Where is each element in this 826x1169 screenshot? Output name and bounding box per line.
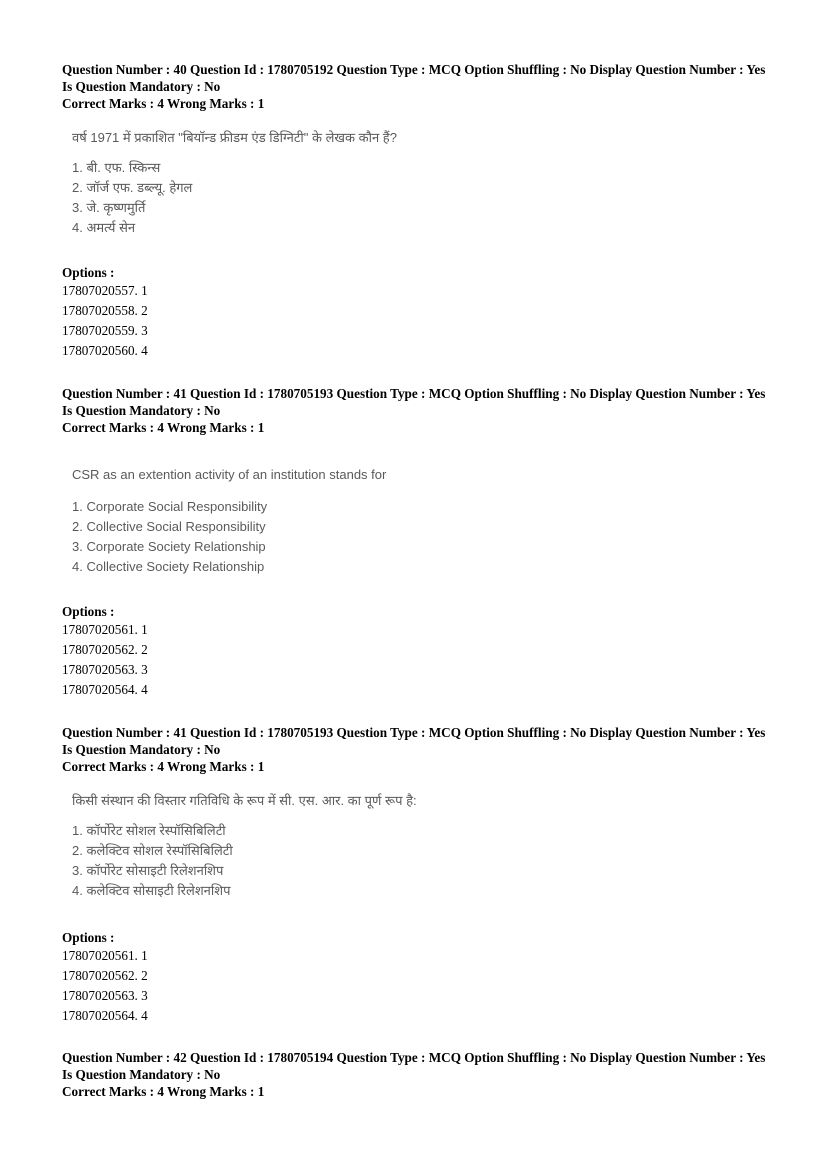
- mandatory-line: Is Question Mandatory : No: [62, 79, 221, 94]
- question-image: [72, 128, 397, 238]
- choice-item: 2. जॉर्ज एफ. डब्ल्यू. हेगल: [72, 180, 193, 195]
- question-block-40: [62, 61, 782, 358]
- choice-item: 4. अमर्त्य सेन: [72, 220, 136, 235]
- choice-item: 4. Collective Society Relationship: [72, 559, 265, 574]
- question-meta: [62, 385, 782, 436]
- option-row: 17807020562. 2: [62, 968, 148, 983]
- choice-item: 1. कॉर्पोरेट सोशल रेस्पॉसिबिलिटी: [72, 823, 226, 838]
- mandatory-line: Is Question Mandatory : No: [62, 403, 221, 418]
- choice-item: 3. जे. कृष्णमुर्ति: [72, 200, 146, 215]
- choice-item: 3. कॉर्पोरेट सोसाइटी रिलेशनशिप: [72, 863, 224, 878]
- question-meta: [62, 61, 782, 112]
- marks-line: Correct Marks : 4 Wrong Marks : 1: [62, 759, 265, 774]
- options-label: Options :: [62, 265, 115, 280]
- option-row: 17807020564. 4: [62, 682, 148, 697]
- mandatory-line: Is Question Mandatory : No: [62, 742, 221, 757]
- question-header: Question Number : 40 Question Id : 1780705192 Question Type : MCQ Option Shuffling : No Display Question Number : Yes: [62, 62, 766, 77]
- options-section: [62, 264, 148, 361]
- marks-line: Correct Marks : 4 Wrong Marks : 1: [62, 420, 265, 435]
- option-row: 17807020564. 4: [62, 1008, 148, 1023]
- choice-list: [72, 497, 386, 577]
- choice-item: 2. Collective Social Responsibility: [72, 519, 266, 534]
- option-row: 17807020562. 2: [62, 642, 148, 657]
- option-row: 17807020557. 1: [62, 283, 148, 298]
- question-header: Question Number : 42 Question Id : 1780705194 Question Type : MCQ Option Shuffling : No Display Question Number : Yes: [62, 1050, 766, 1065]
- marks-line: Correct Marks : 4 Wrong Marks : 1: [62, 96, 265, 111]
- mandatory-line: Is Question Mandatory : No: [62, 1067, 221, 1082]
- option-row: 17807020560. 4: [62, 343, 148, 358]
- choice-item: 1. Corporate Social Responsibility: [72, 499, 268, 514]
- option-row: 17807020561. 1: [62, 948, 148, 963]
- options-section: [62, 603, 148, 700]
- choice-item: 4. कलेक्टिव सोसाइटी रिलेशनशिप: [72, 883, 231, 898]
- choice-item: 3. Corporate Society Relationship: [72, 539, 266, 554]
- option-row: 17807020563. 3: [62, 988, 148, 1003]
- option-row: 17807020558. 2: [62, 303, 148, 318]
- question-block-41-en: [62, 385, 782, 697]
- question-header: Question Number : 41 Question Id : 1780705193 Question Type : MCQ Option Shuffling : No Display Question Number : Yes: [62, 386, 766, 401]
- option-row: 17807020561. 1: [62, 622, 148, 637]
- question-header: Question Number : 41 Question Id : 1780705193 Question Type : MCQ Option Shuffling : No Display Question Number : Yes: [62, 725, 766, 740]
- choice-item: 2. कलेक्टिव सोशल रेस्पॉसिबिलिटी: [72, 843, 233, 858]
- option-row: 17807020563. 3: [62, 662, 148, 677]
- choice-list: [72, 821, 417, 901]
- options-section: [62, 929, 148, 1026]
- question-stem: किसी संस्थान की विस्तार गतिविधि के रूप में सी. एस. आर. का पूर्ण रूप है:: [72, 793, 417, 808]
- question-block-42: [62, 1049, 782, 1100]
- question-image: [72, 791, 417, 901]
- options-label: Options :: [62, 604, 115, 619]
- marks-line: Correct Marks : 4 Wrong Marks : 1: [62, 1084, 265, 1099]
- option-row: 17807020559. 3: [62, 323, 148, 338]
- choice-item: 1. बी. एफ. स्किन्स: [72, 160, 161, 175]
- question-stem: वर्ष 1971 में प्रकाशित "बियॉन्ड फ्रीडम एंड डिग्निटी" के लेखक कौन हैं?: [72, 130, 397, 145]
- question-stem: CSR as an extention activity of an institution stands for: [72, 467, 387, 482]
- question-meta: [62, 724, 782, 775]
- options-label: Options :: [62, 930, 115, 945]
- question-image: [72, 467, 386, 577]
- question-meta: [62, 1049, 782, 1100]
- question-block-41-hi: [62, 724, 782, 1023]
- choice-list: [72, 158, 397, 238]
